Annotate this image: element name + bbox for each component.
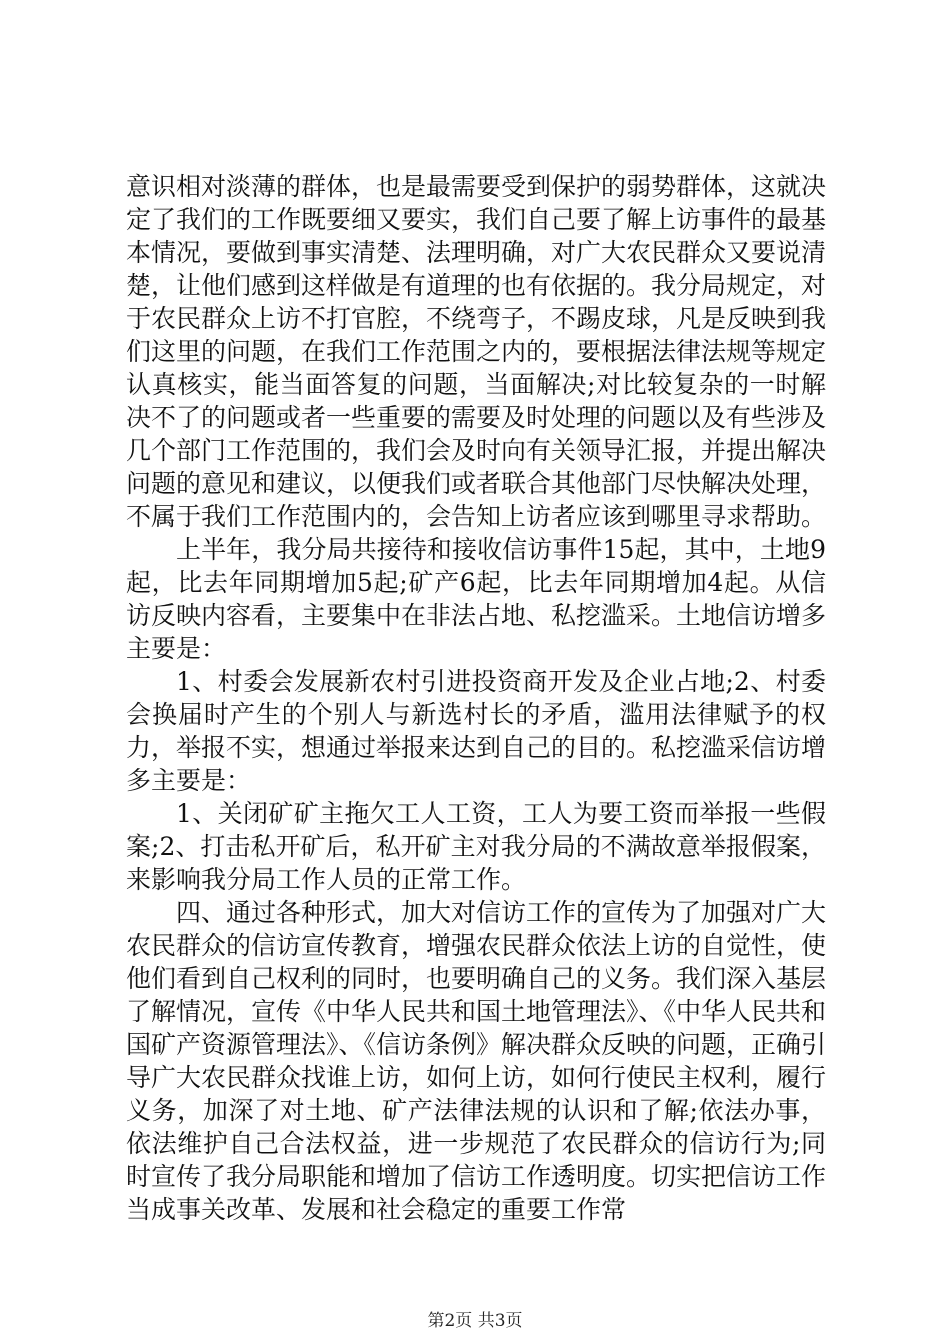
paragraph-mining-reasons: 1、关闭矿矿主拖欠工人工资，工人为要工资而举报一些假案;2、打击私开矿后，私开矿主对我分局的不满故意举报假案，来影响我分局工作人员的正常工作。 [126,799,826,894]
document-body [126,170,826,1226]
paragraph-statistics: 上半年，我分局共接待和接收信访事件15起，其中，土地9起，比去年同期增加5起;矿产6起，比去年同期增加4起。从信访反映内容看，主要集中在非法占地、私挖滥采。土地信访增多主要是： [126,535,827,663]
paragraph-land-reasons: 1、村委会发展新农村引进投资商开发及企业占地;2、村委会换届时产生的个别人与新选村长的矛盾，滥用法律赋予的权力，举报不实，想通过举报来达到自己的目的。私挖滥采信访增多主要是： [126,667,827,795]
page-footer: 第2页 共3页 [427,1311,523,1331]
paragraph-continued: 意识相对淡薄的群体，也是最需要受到保护的弱势群体，这就决定了我们的工作既要细又要实，我们自己要了解上访事件的最基本情况，要做到事实清楚、法理明确，对广大农民群众又要说清楚，让他们感到这样做是有道理的也有依据的。我分局规定，对于农民群众上访不打官腔，不绕弯子，不踢皮球，凡是反映到我们这里的问题，在我们工作范围之内的，要根据法律法规等规定认真核实，能当面答复的问题，当面解决;对比较复杂的一时解决不了的问题或者一些重要的需要及时处理的问题以及有些涉及几个部门工作范围的，我们会及时向有关领导汇报，并提出解决问题的意见和建议，以便我们或者联合其他部门尽快解决处理，不属于我们工作范围内的，会告知上访者应该到哪里寻求帮助。 [126,172,827,531]
paragraph-publicity: 四、通过各种形式，加大对信访工作的宣传为了加强对广大农民群众的信访宣传教育，增强农民群众依法上访的自觉性，使他们看到自己权利的同时，也要明确自己的义务。我们深入基层了解情况，宣传《中华人民共和国土地管理法》、《中华人民共和国矿产资源管理法》、《信访条例》解决群众反映的问题，正确引导广大农民群众找谁上访，如何上访，如何行使民主权利，履行义务，加深了对土地、矿产法律法规的认识和了解;依法办事，依法维护自己合法权益，进一步规范了农民群众的信访行为;同时宣传了我分局职能和增加了信访工作透明度。切实把信访工作当成事关改革、发展和社会稳定的重要工作常 [126,898,827,1224]
